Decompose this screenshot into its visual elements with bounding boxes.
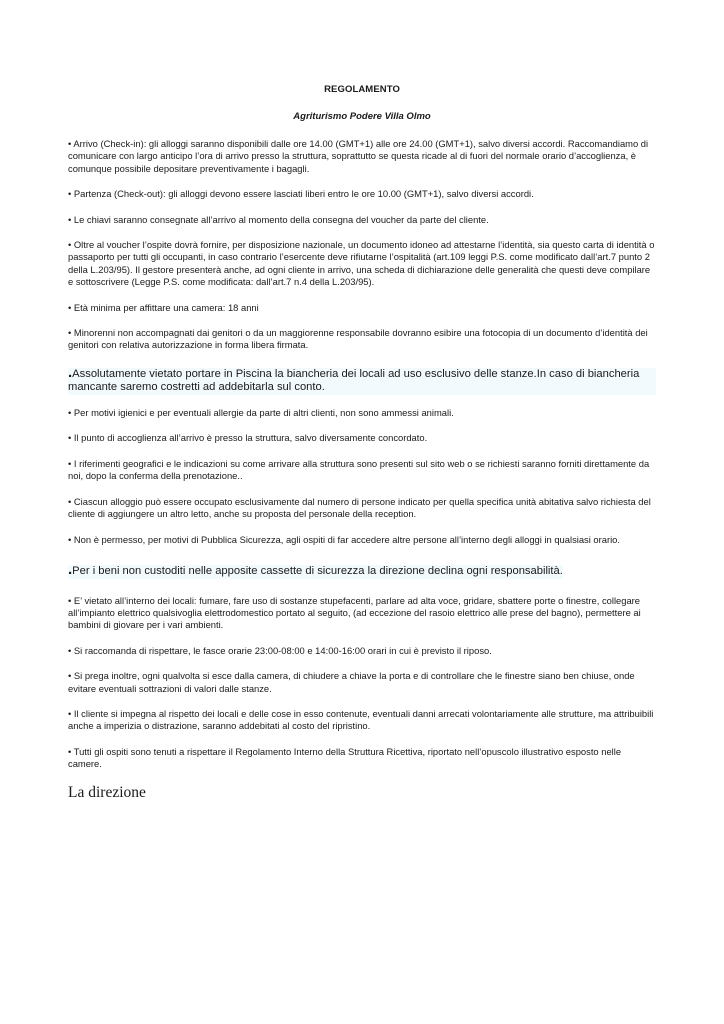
paragraph-internal-rules: • Tutti gli ospiti sono tenuti a rispettare il Regolamento Interno della Struttura Ricettiva, riportato nell’opuscolo illustrativo esposto nelle camere. — [68, 745, 622, 770]
paragraph-safe-deposit-text: Per i beni non custoditi nelle apposite cassette di sicurezza la direzione declina ogni responsabilità. — [72, 564, 563, 577]
paragraph-occupancy: • Ciascun alloggio può essere occupato esclusivamente dal numero di persone indicato per quella specifica unità abitativa salvo richiesta del cliente di aggiungere un altro letto, anche su proposta del personale della reception. — [68, 495, 651, 520]
paragraph-quiet-hours: • Si raccomanda di rispettare, le fasce orarie 23:00-08:00 e 14:00-16:00 orari in cui è previsto il riposo. — [68, 644, 492, 656]
paragraph-safe-deposit — [68, 560, 563, 579]
paragraph-check-out: • Partenza (Check-out): gli alloggi devono essere lasciati liberi entro le ore 10.00 (GMT+1), salvo diversi accordi. — [68, 188, 534, 200]
paragraph-lock-room: • Si prega inoltre, ogni qualvolta si esce dalla camera, di chiudere a chiave la porta e di controllare che le finestre siano ben chiuse, onde evitare eventuali sottrazioni di valori dalle stanze. — [68, 670, 635, 694]
paragraph-welcome-point: • Il punto di accoglienza all’arrivo è presso la struttura, salvo diversamente concordato. — [68, 432, 428, 444]
paragraph-visitors: • Non è permesso, per motivi di Pubblica Sicurezza, agli ospiti di far accedere altre persone all’interno degli alloggi in qualsiasi orario. — [68, 533, 621, 545]
regulations-document — [68, 84, 656, 802]
paragraph-pool-linen — [68, 363, 656, 395]
paragraph-damages: • Il cliente si impegna al rispetto dei locali e delle cose in esso contenute, eventuali danni arrecati volontariamente alle strutture, ma attribuibili anche a imperizia o distrazione, saranno addebitati al costo del ripristino. — [68, 707, 654, 732]
paragraph-prohibitions: • E’ vietato all’interno dei locali: fumare, fare uso di sostanze stupefacenti, parlare ad alta voce, gridare, sbattere porte o finestre, collegare all’impianto elettrico qualsivoglia elettrodomestico portato al seguito, (ad eccezione del rasoio elettrico alle prese del bagno), permettere ai bambini di giovare per i vari ambienti. — [68, 594, 641, 631]
document-subtitle: Agriturismo Podere Villa Olmo — [293, 111, 431, 122]
bullet-dot: . — [68, 560, 73, 578]
signature: La direzione — [68, 783, 146, 801]
paragraph-animals: • Per motivi igienici e per eventuali allergie da parte di altri clienti, non sono ammessi animali. — [68, 407, 454, 419]
paragraph-minors: • Minorenni non accompagnati dai genitori o da un maggiorenne responsabile dovranno esibire una fotocopia di un documento d’identità dei genitori con relativa autorizzazione in forma libera firmata. — [68, 327, 648, 351]
paragraph-directions: • I riferimenti geografici e le indicazioni su come arrivare alla struttura sono presenti sul sito web o se richiesti saranno forniti direttamente da noi, dopo la conferma della prenotazione.. — [68, 457, 650, 482]
paragraph-keys: • Le chiavi saranno consegnate all’arrivo al momento della consegna del voucher da parte del cliente. — [68, 213, 489, 225]
bullet-dot: . — [68, 363, 73, 381]
document-title: REGOLAMENTO — [324, 84, 400, 95]
paragraph-minimum-age: • Età minima per affittare una camera: 18 anni — [68, 301, 259, 313]
paragraph-pool-linen-text: Assolutamente vietato portare in Piscina la biancheria dei locali ad uso esclusivo delle stanze.In caso di biancheria mancante saremo costretti ad addebitarla sul conto. — [68, 367, 640, 394]
paragraph-identity-document: • Oltre al voucher l’ospite dovrà fornire, per disposizione nazionale, un documento idoneo ad attestarne l’identità, sia questo carta di identità o passaporto per tutti gli occupanti, in caso contrario l’esercente deve rifiutarne l’ospitalità (art.109 leggi P.S. come modificato dall’art.7 punto 2 della L.203/95). Il gestore presenterà anche, ad ogni cliente in arrivo, una scheda di dichiarazione delle generalità che questi deve compilare e sottoscrivere (Legge P.S. come modificata: dall’art.7 n.4 della L.203/95). — [68, 239, 655, 288]
paragraph-check-in: • Arrivo (Check-in): gli alloggi saranno disponibili dalle ore 14.00 (GMT+1) alle ore 24.00 (GMT+1), salvo diversi accordi. Raccomandiamo di comunicare con largo anticipo l’ora di arrivo presso la struttura, soprattutto se questa ricade al di fuori del normale orario d’accoglienza, è comunque possibile depositare preventivamente i bagagli. — [68, 138, 649, 174]
